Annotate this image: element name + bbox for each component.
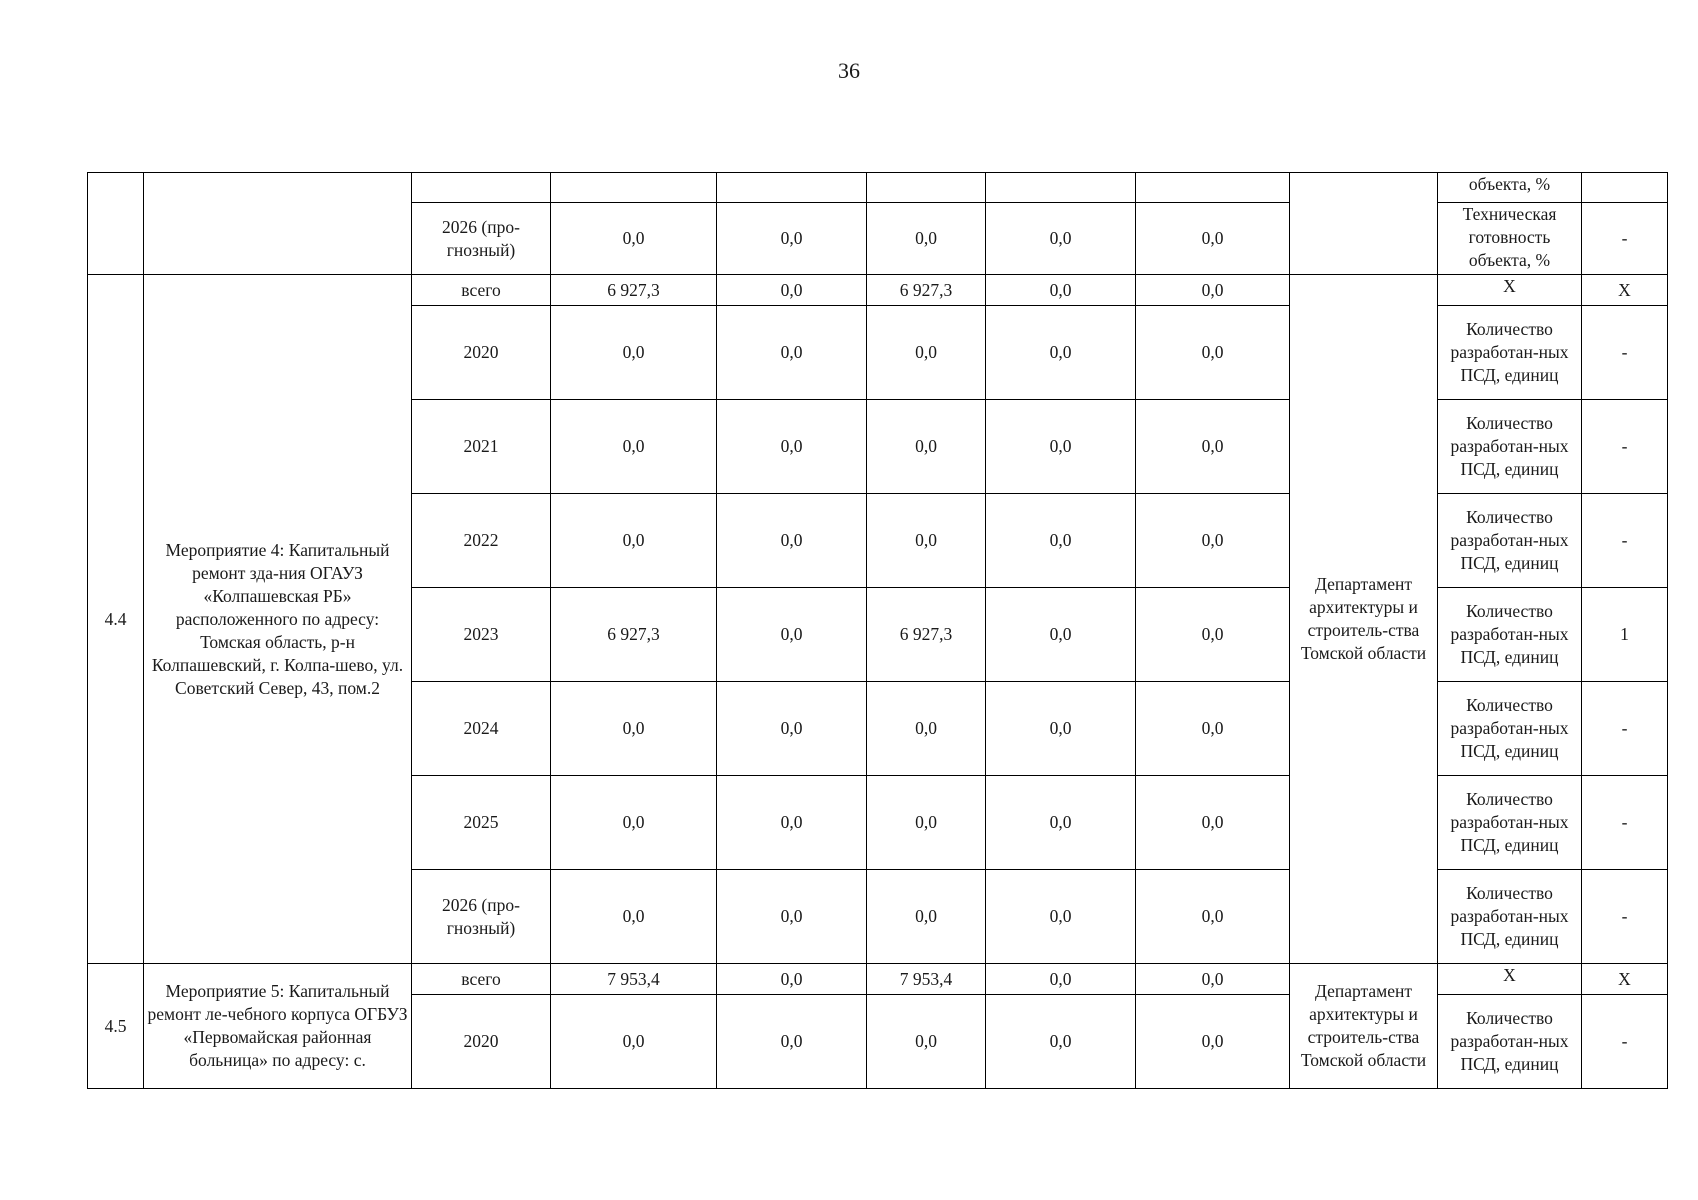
amount-cell: 0,0 [867,995,986,1089]
department-cell [1290,173,1438,275]
amount-cell: 0,0 [867,400,986,494]
year-cell: 2022 [412,494,551,588]
amount-cell: 0,0 [717,995,867,1089]
amount-cell: 0,0 [986,588,1136,682]
program-measures-table [87,172,1668,1089]
indicator-cell: Количество разработан-ных ПСД, единиц [1438,588,1582,682]
amount-cell: 0,0 [717,203,867,275]
amount-cell: 0,0 [986,400,1136,494]
amount-cell: 6 927,3 [551,588,717,682]
measure-description: Мероприятие 5: Капитальный ремонт ле-чебного корпуса ОГБУЗ «Первомайская районная больница» по адресу: с. [144,964,412,1089]
amount-cell: 0,0 [1136,494,1290,588]
measure-number: 4.5 [88,964,144,1089]
amount-cell: 0,0 [986,776,1136,870]
table-row [88,964,1668,995]
amount-cell: 0,0 [1136,870,1290,964]
amount-cell: 0,0 [551,494,717,588]
amount-cell: 0,0 [717,776,867,870]
indicator-cell: объекта, % [1438,173,1582,203]
year-cell: всего [412,964,551,995]
amount-cell: 7 953,4 [551,964,717,995]
amount-cell: 0,0 [551,995,717,1089]
indicator-cell: Количество разработан-ных ПСД, единиц [1438,400,1582,494]
indicator-cell: Количество разработан-ных ПСД, единиц [1438,776,1582,870]
year-cell: 2024 [412,682,551,776]
indicator-cell: X [1438,964,1582,995]
amount-cell: 0,0 [867,494,986,588]
amount-cell: 0,0 [986,964,1136,995]
year-cell: 2026 (про-гнозный) [412,870,551,964]
amount-cell: 0,0 [867,203,986,275]
year-cell: 2023 [412,588,551,682]
measure-number: 4.4 [88,275,144,964]
target-cell: - [1582,995,1668,1089]
amount-cell: 0,0 [986,306,1136,400]
amount-cell: 0,0 [1136,995,1290,1089]
indicator-cell: Количество разработан-ных ПСД, единиц [1438,306,1582,400]
amount-cell: 0,0 [867,776,986,870]
amount-cell [867,173,986,203]
amount-cell: 6 927,3 [867,588,986,682]
amount-cell [1136,173,1290,203]
target-cell: 1 [1582,588,1668,682]
amount-cell: 0,0 [986,275,1136,306]
amount-cell: 0,0 [1136,964,1290,995]
amount-cell: 0,0 [867,682,986,776]
responsible-department: Департамент архитектуры и строитель-ства Томской области [1290,275,1438,964]
target-cell [1582,173,1668,203]
year-cell: 2025 [412,776,551,870]
target-cell: - [1582,494,1668,588]
amount-cell [986,173,1136,203]
amount-cell: 6 927,3 [867,275,986,306]
amount-cell: 0,0 [1136,306,1290,400]
amount-cell: 0,0 [717,964,867,995]
amount-cell: 0,0 [867,306,986,400]
target-cell: X [1582,964,1668,995]
amount-cell: 0,0 [1136,400,1290,494]
amount-cell: 0,0 [717,494,867,588]
amount-cell: 0,0 [986,494,1136,588]
amount-cell: 0,0 [717,682,867,776]
amount-cell: 0,0 [1136,203,1290,275]
amount-cell: 0,0 [551,870,717,964]
year-cell [412,173,551,203]
amount-cell: 0,0 [717,306,867,400]
target-cell: - [1582,306,1668,400]
amount-cell [551,173,717,203]
measure-description: Мероприятие 4: Капитальный ремонт зда-ния ОГАУЗ «Колпашевская РБ» расположенного по адресу: Томская область, р-н Колпашевский, г. Колпа-шево, ул. Советский Север, 43, пом.2 [144,275,412,964]
target-cell: X [1582,275,1668,306]
amount-cell: 0,0 [717,275,867,306]
year-cell: 2021 [412,400,551,494]
amount-cell: 0,0 [551,203,717,275]
amount-cell: 7 953,4 [867,964,986,995]
year-cell: 2020 [412,306,551,400]
amount-cell: 0,0 [717,588,867,682]
target-cell: - [1582,870,1668,964]
amount-cell: 6 927,3 [551,275,717,306]
indicator-cell: Количество разработан-ных ПСД, единиц [1438,995,1582,1089]
amount-cell: 0,0 [717,870,867,964]
amount-cell: 0,0 [1136,275,1290,306]
amount-cell: 0,0 [551,306,717,400]
amount-cell: 0,0 [1136,588,1290,682]
amount-cell: 0,0 [551,400,717,494]
table-row [88,275,1668,306]
page-number: 36 [838,58,860,83]
amount-cell: 0,0 [986,682,1136,776]
target-cell: - [1582,776,1668,870]
amount-cell: 0,0 [551,682,717,776]
indicator-cell: Количество разработан-ных ПСД, единиц [1438,494,1582,588]
measure-number-cell [88,173,144,275]
year-cell: 2026 (про-гнозный) [412,203,551,275]
responsible-department: Департамент архитектуры и строитель-ства Томской области [1290,964,1438,1089]
amount-cell: 0,0 [717,400,867,494]
target-cell: - [1582,400,1668,494]
indicator-cell: Количество разработан-ных ПСД, единиц [1438,682,1582,776]
year-cell: всего [412,275,551,306]
amount-cell: 0,0 [986,870,1136,964]
amount-cell [717,173,867,203]
amount-cell: 0,0 [1136,776,1290,870]
table-row [88,173,1668,203]
indicator-cell: Количество разработан-ных ПСД, единиц [1438,870,1582,964]
indicator-cell: X [1438,275,1582,306]
amount-cell: 0,0 [986,203,1136,275]
amount-cell: 0,0 [867,870,986,964]
target-cell: - [1582,203,1668,275]
indicator-cell: Техническая готовность объекта, % [1438,203,1582,275]
amount-cell: 0,0 [551,776,717,870]
target-cell: - [1582,682,1668,776]
year-cell: 2020 [412,995,551,1089]
amount-cell: 0,0 [1136,682,1290,776]
amount-cell: 0,0 [986,995,1136,1089]
measure-description-cell [144,173,412,275]
